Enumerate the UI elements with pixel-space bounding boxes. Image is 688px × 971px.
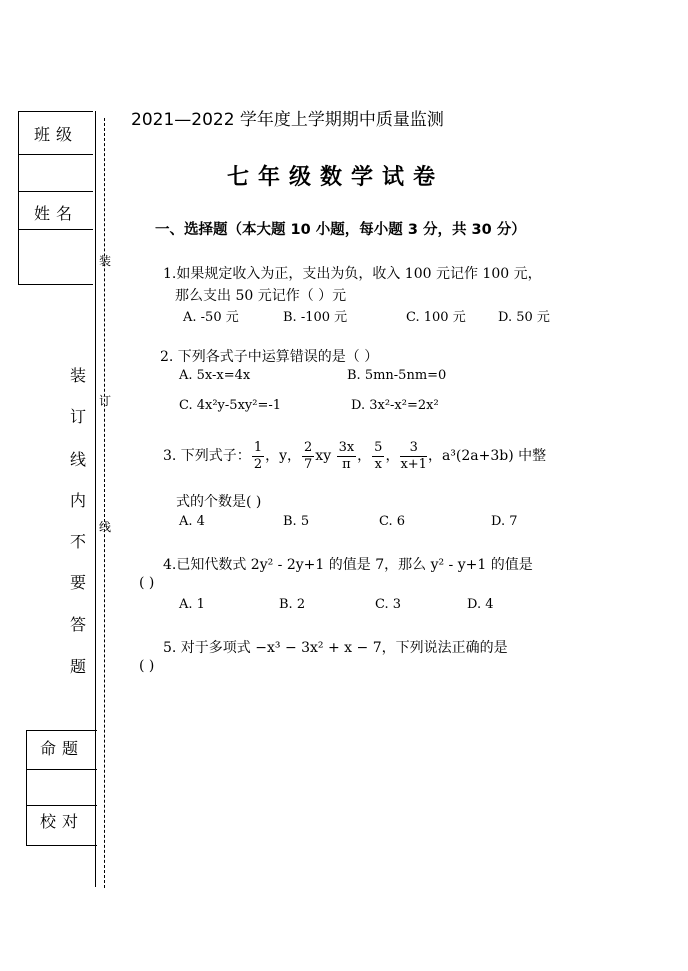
q3-fraction-3 — [337, 440, 357, 473]
notice-char-5: 不 — [70, 532, 87, 551]
exam-title: 2021—2022 学年度上学期期中质量监测 — [131, 110, 444, 130]
line-mark-2: 订 — [99, 394, 112, 408]
q4-option-b: B. 2 — [279, 597, 306, 612]
q1-line1: 1.如果规定收入为正，支出为负，收入 100 元记作 100 元， — [163, 266, 542, 282]
section-heading: 一、选择题（本大题 10 小题，每小题 3 分，共 30 分） — [155, 222, 526, 238]
line-mark-3: 线 — [99, 520, 112, 534]
q3-option-b: B. 5 — [283, 514, 310, 529]
q3-sep: ， — [265, 448, 280, 464]
name-label: 姓名 — [33, 204, 78, 223]
q2-option-b: B. 5mn-5nm=0 — [347, 368, 447, 383]
q4-stem: 4.已知代数式 2y² - 2y+1 的值是 7，那么 y² - y+1 的值是 — [163, 557, 533, 573]
q3-option-c: C. 6 — [379, 514, 406, 529]
q3-sep: ， — [357, 448, 372, 464]
q3-stem — [163, 436, 546, 476]
setter-blank — [27, 769, 97, 806]
q2-stem: 2. 下列各式子中运算错误的是（ ） — [160, 349, 379, 365]
setter-label: 命题 — [39, 739, 84, 758]
q3-tail: a³(2a+3b) 中整 — [441, 448, 547, 464]
notice-char-4: 内 — [70, 491, 87, 510]
q3-sep: ， — [427, 448, 442, 464]
q4-option-a: A. 1 — [179, 597, 205, 612]
q3-fraction-2 — [302, 440, 314, 473]
class-blank — [19, 154, 93, 192]
notice-char-7: 答 — [70, 615, 87, 634]
q3-f1-den: 2 — [253, 456, 263, 472]
q3-sep: ， — [287, 448, 302, 464]
q1-line2: 那么支出 50 元记作（ ）元 — [175, 288, 347, 304]
q2-option-d: D. 3x²-x²=2x² — [351, 398, 439, 413]
q2-option-a: A. 5x-x=4x — [179, 368, 251, 383]
line-mark-1: 装 — [99, 254, 112, 268]
q1-option-b: B. -100 元 — [283, 310, 348, 325]
cut-line — [104, 118, 105, 888]
notice-char-1: 装 — [70, 366, 87, 385]
student-info-box — [18, 111, 93, 285]
q5-answer-paren: ( ) — [139, 658, 155, 674]
q3-f3-num: 3x — [338, 439, 355, 455]
q3-f2-num: 2 — [304, 439, 313, 455]
q3-f5-num: 3 — [400, 440, 427, 457]
q3-fraction-1 — [252, 440, 264, 473]
q2-option-c: C. 4x²y-5xy²=-1 — [179, 398, 282, 413]
q3-option-d: D. 7 — [491, 514, 518, 529]
q3-fraction-4 — [372, 440, 384, 473]
q4-option-c: C. 3 — [375, 597, 402, 612]
q3-xy: xy — [315, 448, 332, 464]
subject-title: 七年级数学试卷 — [227, 165, 445, 190]
notice-char-6: 要 — [70, 573, 87, 592]
q3-y: y — [279, 448, 288, 464]
checker-label: 校对 — [39, 812, 84, 831]
q3-f4-num: 5 — [374, 439, 383, 455]
q3-lead: 3. 下列式子： — [163, 448, 251, 464]
class-label: 班级 — [33, 125, 78, 144]
notice-char-8: 题 — [70, 657, 87, 676]
setter-row — [27, 731, 97, 770]
q3-f5-den: x+1 — [400, 456, 427, 472]
q4-answer-paren: ( ) — [139, 575, 155, 591]
q3-fraction-5 — [400, 440, 427, 473]
q4-option-d: D. 4 — [467, 597, 494, 612]
q3-f4-den: x — [374, 456, 382, 472]
q3-line2: 式的个数是( ) — [176, 494, 262, 510]
q3-sep: ， — [385, 448, 400, 464]
q1-option-a: A. -50 元 — [183, 310, 239, 325]
q5-stem: 5. 对于多项式 −x³ − 3x² + x − 7，下列说法正确的是 — [163, 640, 508, 656]
class-row — [19, 112, 93, 155]
notice-char-2: 订 — [70, 407, 87, 426]
q3-f1-num: 1 — [253, 439, 263, 455]
name-row — [19, 191, 93, 230]
q1-option-c: C. 100 元 — [406, 310, 466, 325]
q3-f2-den: 7 — [304, 456, 313, 472]
q1-option-d: D. 50 元 — [498, 310, 550, 325]
staff-box — [26, 730, 97, 846]
q3-option-a: A. 4 — [179, 514, 205, 529]
q3-f3-den: π — [342, 456, 351, 472]
notice-char-3: 线 — [70, 450, 87, 469]
